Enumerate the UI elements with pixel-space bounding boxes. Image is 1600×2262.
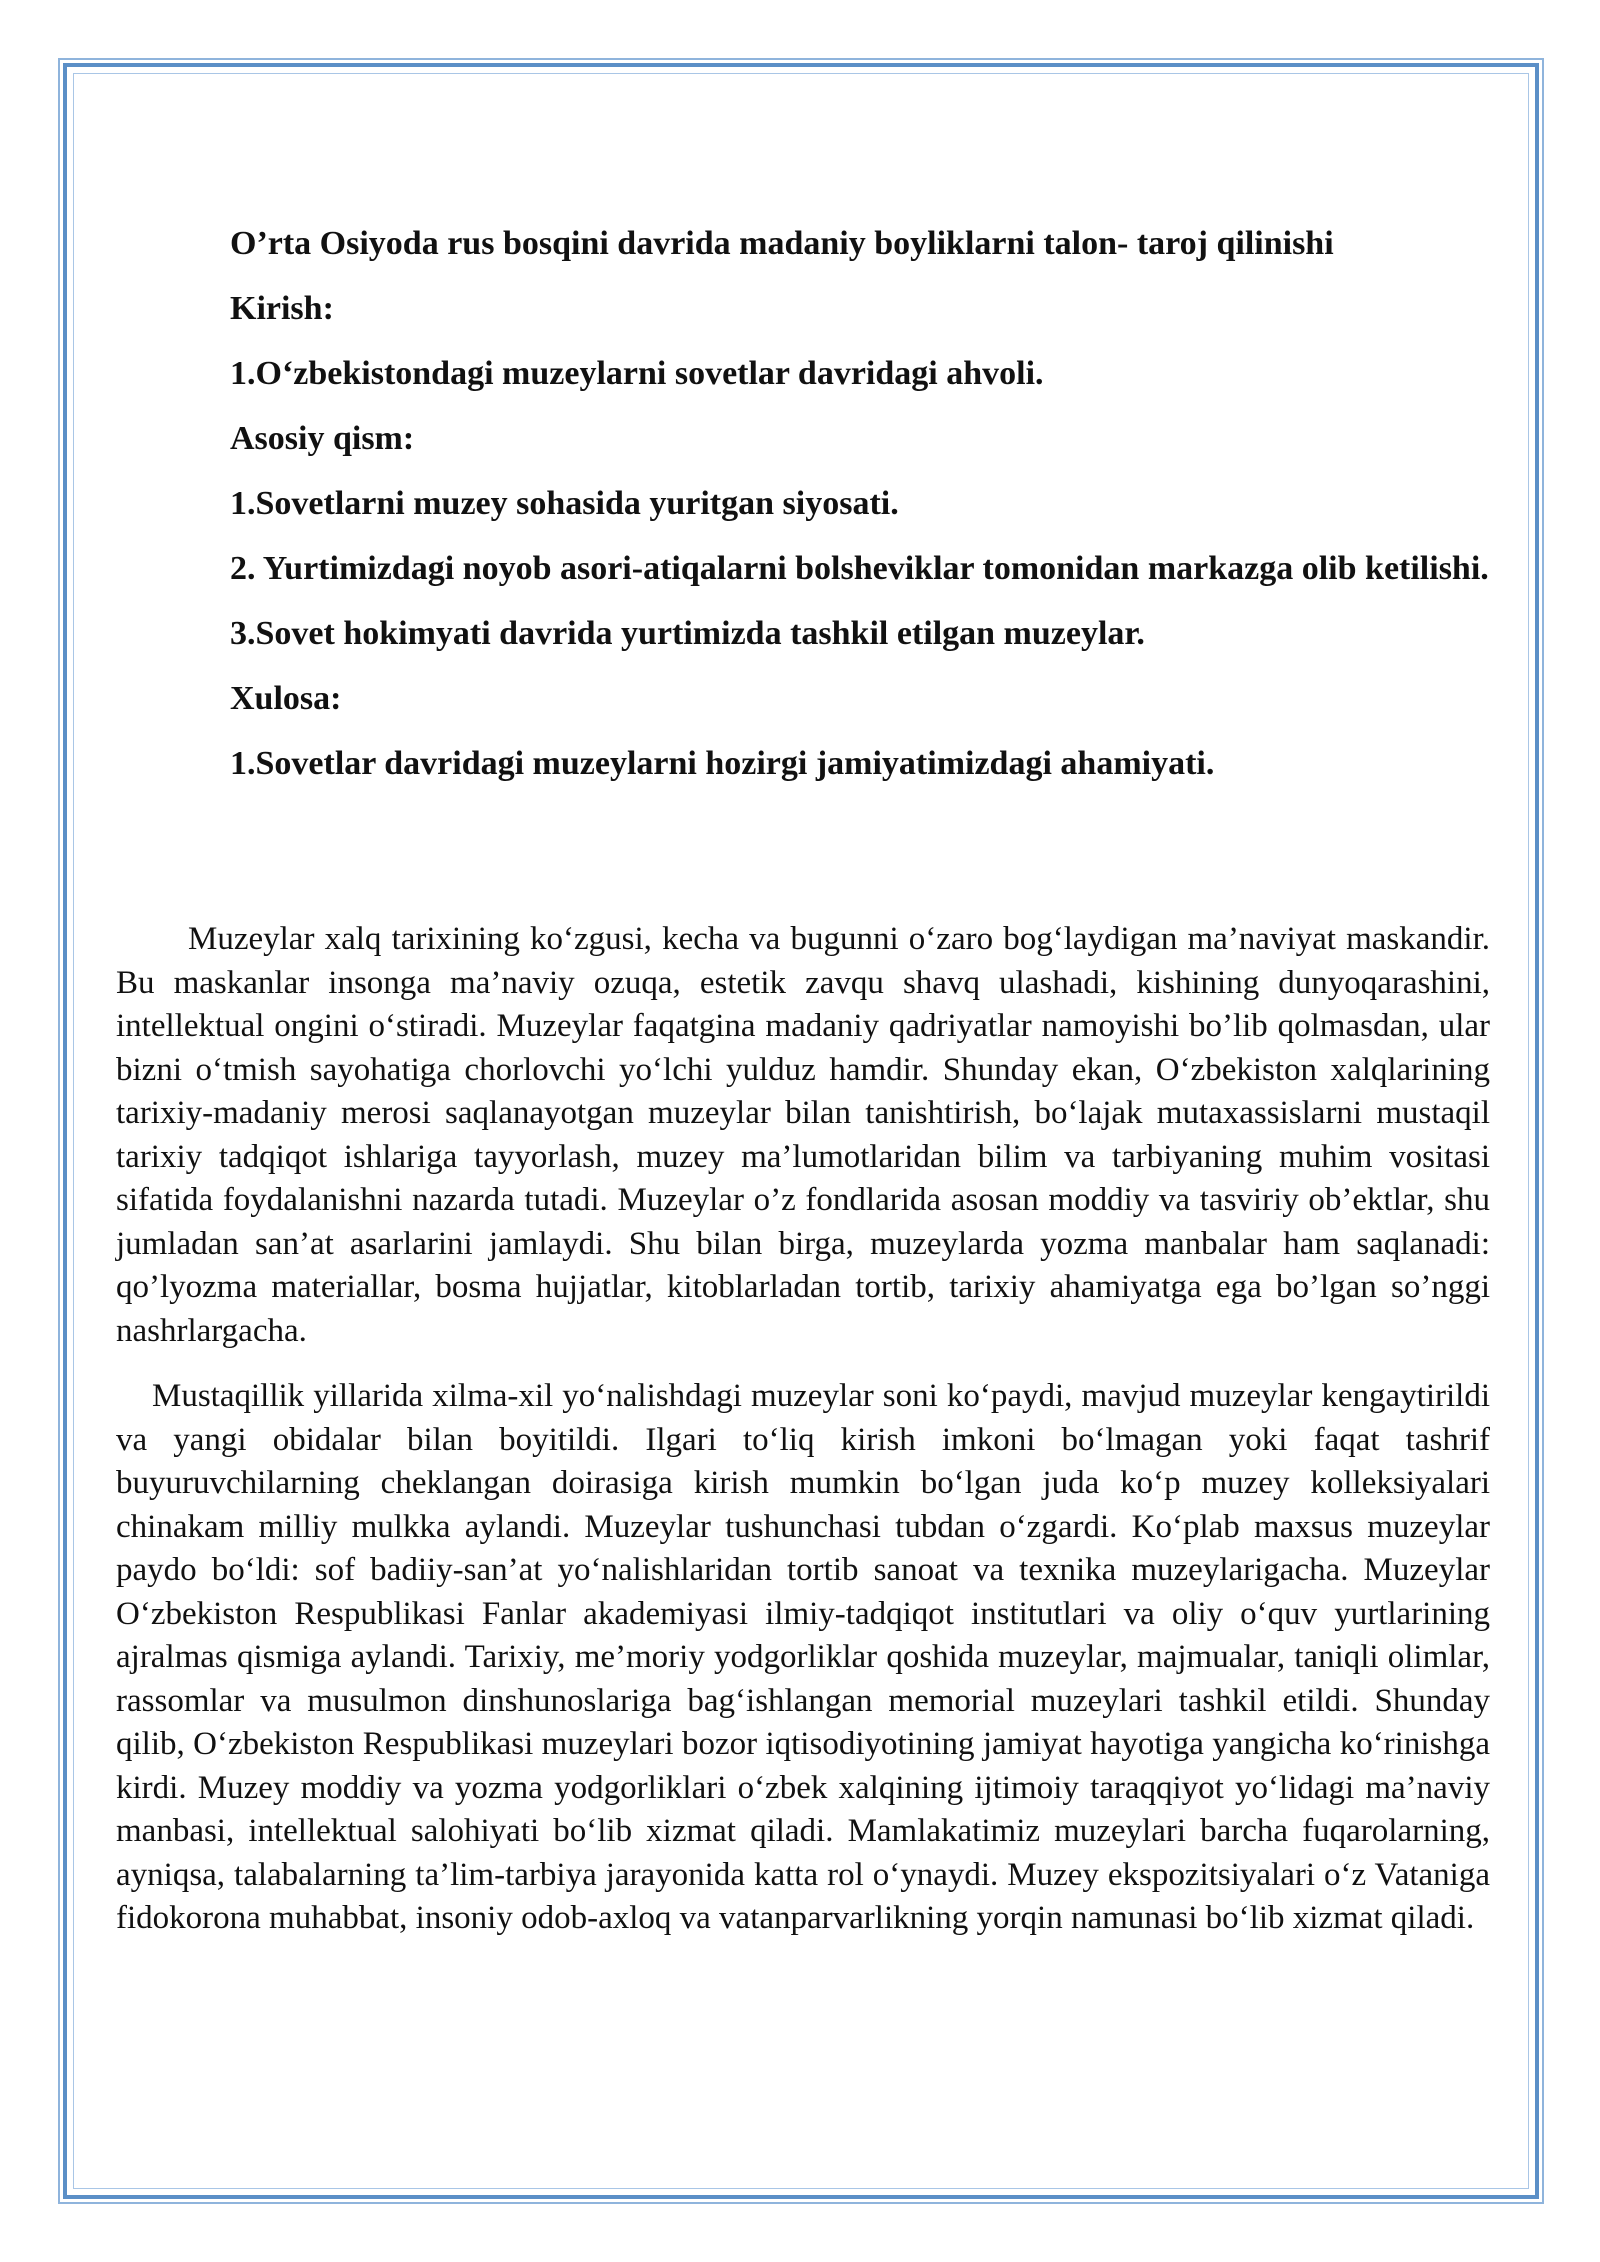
outline-item: 2. Yurtimizdagi noyob asori-atiqalarni bolsheviklar tomonidan markazga olib ketilishi. xyxy=(230,550,1489,587)
outline-heading-intro: Kirish: xyxy=(230,290,334,327)
outline-block xyxy=(230,222,1490,807)
body-paragraph: Muzeylar xalq tarixining ko‘zgusi, kecha va bugunni o‘zaro bog‘laydigan ma’naviyat maskandir. Bu maskanlar insonga ma’naviy ozuqa, estetik zavqu shavq ulashadi, kishining dunyoqarashini, intellektual ongini o‘stiradi. Muzeylar faqatgina madaniy qadriyatlar namoyishi bo’lib qolmasdan, ular bizni o‘tmish sayohatiga chorlovchi yo‘lchi yulduz hamdir. Shunday ekan, O‘zbekiston xalqlarining tarixiy-madaniy merosi saqlanayotgan muzeylar bilan tanishtirish, bo‘lajak mutaxassislarni mustaqil tarixiy tadqiqot ishlariga tayyorlash, muzey ma’lumotlaridan bilim va tarbiyaning muhim vositasi sifatida foydalanishni nazarda tutadi. Muzeylar o’z fondlarida asosan moddiy va tasviriy ob’ektlar, shu jumladan san’at asarlarini jamlaydi. Shu bilan birga, muzeylarda yozma manbalar ham saqlanadi: qo’lyozma materiallar, bosma hujjatlar, kitoblarladan tortib, tarixiy ahamiyatga ega bo’lgan so’nggi nashrlargacha. xyxy=(116,921,1490,1349)
outline-item: 3.Sovet hokimyati davrida yurtimizda tashkil etilgan muzeylar. xyxy=(230,615,1145,652)
body-paragraph: Mustaqillik yillarida xilma-xil yo‘nalishdagi muzeylar soni ko‘paydi, mavjud muzeylar kengaytirildi va yangi obidalar bilan boyitildi. Ilgari to‘liq kirish imkoni bo‘lmagan yoki faqat tashrif buyuruvchilarning cheklangan doirasiga kirish mumkin bo‘lgan juda ko‘p muzey kolleksiyalari chinakam milliy mulkka aylandi. Muzeylar tushunchasi tubdan o‘zgardi. Ko‘plab maxsus muzeylar paydo bo‘ldi: sof badiiy-san’at yo‘nalishlaridan tortib sanoat va texnika muzeylarigacha. Muzeylar O‘zbekiston Respublikasi Fanlar akademiyasi ilmiy-tadqiqot institutlari va oliy o‘quv yurtlarining ajralmas qismiga aylandi. Tarixiy, me’moriy yodgorliklar qoshida muzeylar, majmualar, taniqli olimlar, rassomlar va musulmon dinshunoslariga bag‘ishlangan memorial muzeylari tashkil etildi. Shunday qilib, O‘zbekiston Respublikasi muzeylari bozor iqtisodiyotining jamiyat hayotiga yangicha ko‘rinishga kirdi. Muzey moddiy va yozma yodgorliklari o‘zbek xalqining ijtimoiy taraqqiyot yo‘lidagi ma’naviy manbasi, intellektual salohiyati bo‘lib xizmat qiladi. Mamlakatimiz muzeylari barcha fuqarolarning, ayniqsa, talabalarning ta’lim-tarbiya jarayonida katta rol o‘ynaydi. Muzey ekspozitsiyalari o‘z Vataniga fidokorona muhabbat, insoniy odob-axloq va vatanparvarlikning yorqin namunasi bo‘lib xizmat qiladi. xyxy=(116,1378,1490,1936)
outline-heading-main: Asosiy qism: xyxy=(230,420,415,457)
document-title: O’rta Osiyoda rus bosqini davrida madaniy boyliklarni talon- taroj qilinishi xyxy=(230,225,1334,262)
body-text xyxy=(116,918,1490,1963)
outline-item: 1.Sovetlar davridagi muzeylarni hozirgi jamiyatimizdagi ahamiyati. xyxy=(230,745,1215,782)
outline-item: 1.Sovetlarni muzey sohasida yuritgan siyosati. xyxy=(230,485,899,522)
outline-item: 1.O‘zbekistondagi muzeylarni sovetlar davridagi ahvoli. xyxy=(230,355,1044,392)
outline-heading-conclusion: Xulosa: xyxy=(230,680,342,717)
